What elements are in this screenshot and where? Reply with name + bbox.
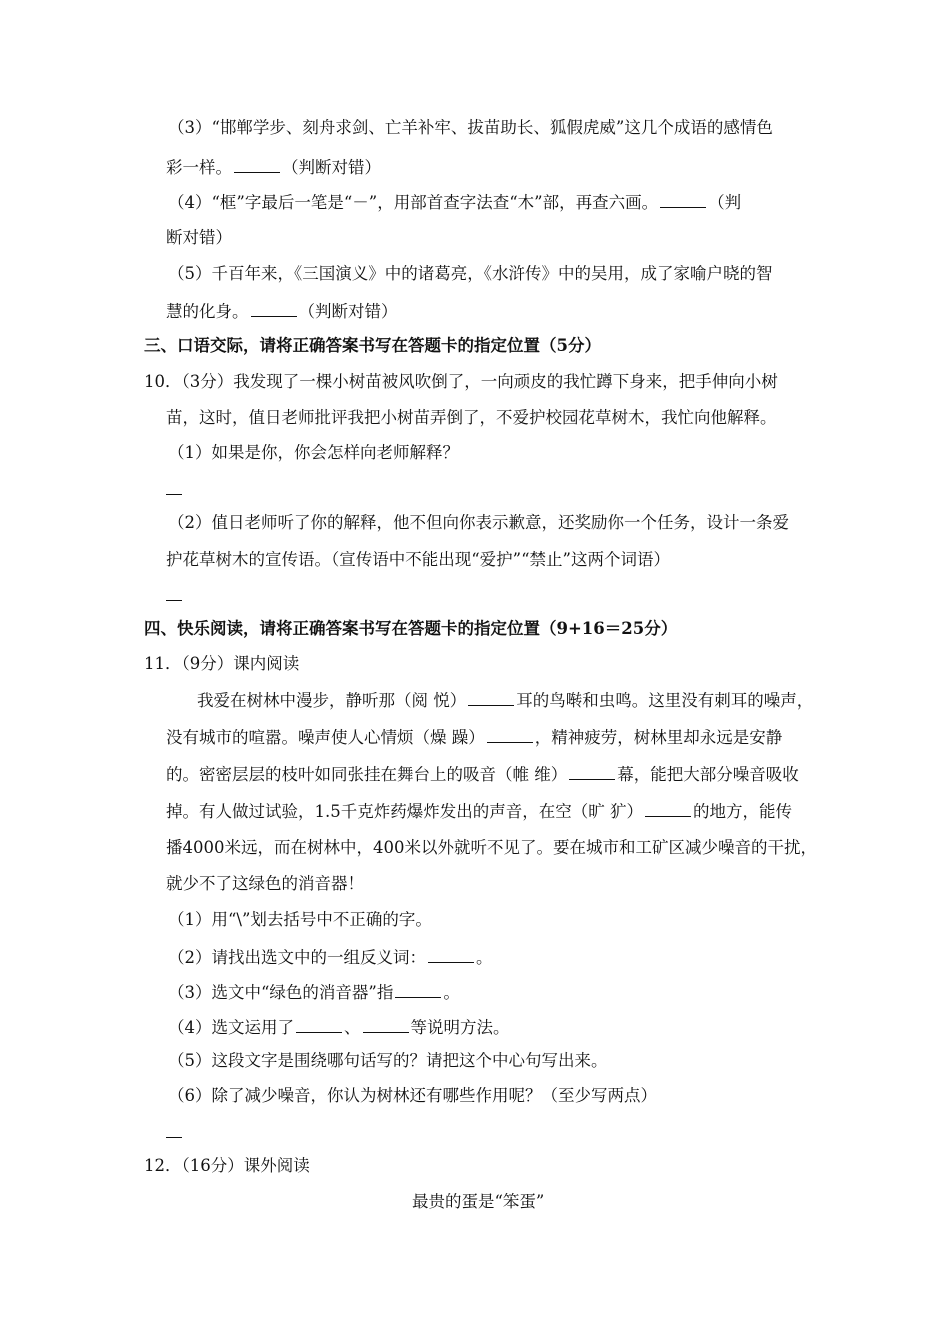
q9-item4-line2: 断对错） (166, 228, 232, 247)
q11-sub6: （6）除了减少噪音，你认为树林还有哪些作用呢？（至少写两点） (168, 1086, 657, 1105)
answer-blank[interactable] (468, 689, 514, 706)
passage-line5: 播4000米远，而在树林中，400米以外就听不见了。要在城市和工矿区减少噪音的干扰， (166, 838, 817, 857)
answer-line[interactable] (166, 1137, 182, 1138)
q11-sub4: （4）选文运用了 、 等说明方法。 (168, 1018, 510, 1037)
answer-line[interactable] (166, 600, 182, 601)
q9-item3-line2: 彩一样。 （判断对错） (166, 158, 381, 177)
answer-blank[interactable] (428, 946, 474, 963)
q11-sub2: （2）请找出选文中的一组反义词： 。 (168, 948, 493, 967)
passage-line6: 就少不了这绿色的消音器！ (166, 874, 364, 893)
passage-line2: 没有城市的喧嚣。噪声使人心情烦（燥 躁） ，精神疲劳，树林里却永远是安静 (166, 728, 783, 747)
answer-blank[interactable] (645, 800, 691, 817)
q10-sub1: （1）如果是你，你会怎样向老师解释？ (168, 443, 459, 462)
answer-blank[interactable] (296, 1016, 342, 1033)
q10-line2: 苗，这时，值日老师批评我把小树苗弄倒了，不爱护校园花草树木，我忙向他解释。 (166, 408, 777, 427)
q10-line1: 10．（3分）我发现了一棵小树苗被风吹倒了，一向顽皮的我忙蹲下身来，把手伸向小树 (144, 372, 778, 391)
q11-sub1: （1）用“\”划去括号中不正确的字。 (168, 910, 432, 929)
answer-blank[interactable] (363, 1016, 409, 1033)
answer-blank[interactable] (660, 191, 706, 208)
q11-heading: 11．（9分）课内阅读 (144, 654, 300, 673)
q10-sub2-line2: 护花草树木的宣传语。（宣传语中不能出现“爱护”“禁止”这两个词语） (166, 550, 670, 569)
q12-heading: 12．（16分）课外阅读 (144, 1156, 310, 1175)
q10-sub2-line1: （2）值日老师听了你的解释，他不但向你表示歉意，还奖励你一个任务，设计一条爱 (168, 513, 789, 532)
passage-line1: 我爱在树林中漫步，静听那（阅 悦） 耳的鸟啭和虫鸣。这里没有刺耳的噪声， (197, 691, 814, 710)
passage-line4: 掉。有人做过试验，1.5千克炸药爆炸发出的声音，在空（旷 犷） 的地方，能传 (166, 802, 792, 821)
answer-blank[interactable] (234, 156, 280, 173)
section4-heading: 四、快乐阅读，请将正确答案书写在答题卡的指定位置（9+16＝25分） (144, 619, 678, 638)
answer-line[interactable] (166, 494, 182, 495)
answer-blank[interactable] (251, 300, 297, 317)
passage-title: 最贵的蛋是“笨蛋” (412, 1192, 545, 1211)
q9-item5-line2: 慧的化身。 （判断对错） (166, 302, 398, 321)
answer-blank[interactable] (395, 981, 441, 998)
q9-item4-line1: （4）“框”字最后一笔是“－”，用部首查字法查“木”部，再查六画。 （判 (168, 193, 742, 212)
passage-line3: 的。密密层层的枝叶如同张挂在舞台上的吸音（帷 维） 幕，能把大部分噪音吸收 (166, 765, 799, 784)
answer-blank[interactable] (569, 763, 615, 780)
q9-item3-line1: （3）“邯郸学步、刻舟求剑、亡羊补牢、拔苗助长、狐假虎威”这几个成语的感情色 (168, 118, 773, 137)
section3-heading: 三、口语交际，请将正确答案书写在答题卡的指定位置（5分） (144, 336, 601, 355)
answer-blank[interactable] (487, 726, 533, 743)
q9-item5-line1: （5）千百年来，《三国演义》中的诸葛亮，《水浒传》中的吴用，成了家喻户晓的智 (168, 264, 773, 283)
q11-sub3: （3）选文中“绿色的消音器”指 。 (168, 983, 460, 1002)
q11-sub5: （5）这段文字是围绕哪句话写的？请把这个中心句写出来。 (168, 1051, 608, 1070)
